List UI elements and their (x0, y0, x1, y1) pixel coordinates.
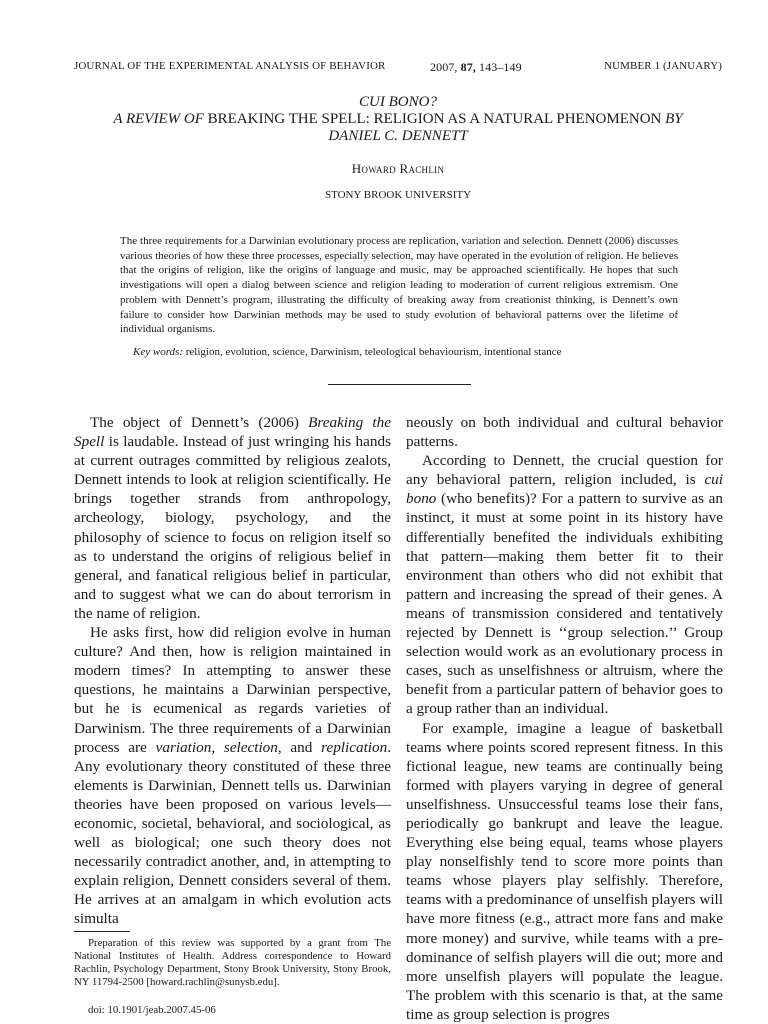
footnote (74, 937, 391, 989)
paragraph-2 (74, 623, 391, 929)
title-line-1: CUI BONO? (359, 94, 437, 110)
body-column-left (74, 413, 391, 929)
volume: 87, (460, 60, 476, 74)
paragraph-3 (406, 451, 723, 718)
p1-book-title: Breaking the Spell (74, 414, 391, 451)
article-title (74, 94, 722, 145)
p1-text-c: is laudable. Instead of just wringing his hands at current outrages committed by religious zealots, Dennett intends to look at religion scientifically. He brings together strands from anthropology, archeology, biology, psychology, and the philosophy of science to focus on religion itself so as to understand the origins of religious belief in general, and fanatical religious belief in particular, and to suggest what we can do about terrorism in the name of religion. (74, 433, 391, 622)
keywords-label: Key words: (133, 346, 184, 358)
author-affiliation: STONY BROOK UNIVERSITY (324, 189, 472, 201)
p2-term-variation: variation (155, 738, 212, 756)
p2-text-a: He asks first, how did religion evolve in human culture? And then, how is religion maintained in modern times? In attempting to answer these questions, he maintains a Darwinian perspective, but he is ecumenical as regards varieties of Darwinism. The three requirements of a Darwinian process are (74, 624, 391, 756)
p1-text-a: The object of Dennett’s (2006) (90, 414, 309, 431)
author-name: Howard Rachlin (351, 161, 445, 176)
doi: doi: 10.1901/jeab.2007.45-06 (88, 1004, 216, 1016)
journal-name: JOURNAL OF THE EXPERIMENTAL ANALYSIS OF BEHAVIOR (74, 60, 386, 72)
paragraph-1 (74, 413, 391, 623)
p3-text-c: (who benefits)? For a pattern to survive as an instinct, it must at some point in its history have differentially benefited the individuals exhibiting that pattern—making them better fit to their environment than others who did not exhibit that pattern and increasing the spread of their genes. A means of transmission considered and tentatively rejected by Dennett is ‘‘group selection.’’ Group selection would work as an evolutionary process in cases, such as unselfishness or altruism, where the benefit from a particular pattern of behavior goes to a group rather than an individual. (406, 490, 723, 718)
title-line-3: DANIEL C. DENNETT (328, 128, 468, 144)
p3-term-cui-bono: cui bono (406, 471, 723, 508)
p2-term-replication: replication (321, 738, 388, 756)
page-range: 143–149 (479, 60, 522, 74)
abstract: The three requirements for a Darwinian evolutionary process are replication, variation and selection. Dennett (2006) discusses various theories of how these three processes, especially selection, may have operated in the evolution of religion. He believes that the origins of religion, like the origins of language and music, may be approached scientifically. He hopes that such investigations will open a dialog between science and religion leading to moderation of current religious extremism. One problem with Dennett’s program, illustrating the difficulty of breaking away from creationist thinking, is Dennett’s own failure to consider how Darwinian methods may be used to study evolution of behavioral patterns over the lifetime of individual organisms. (120, 235, 678, 336)
keywords (133, 345, 678, 359)
year: 2007, (430, 60, 458, 74)
footnote-text: Preparation of this review was supported by a grant from The National Institutes of Health. Address correspondence to Howard Rachlin, Psychology Department, Stony Brook University, Stony Brook, NY 11794-2500 [howard.rachlin@sunysb.edu]. (74, 937, 391, 988)
footnote-divider (74, 931, 130, 932)
title-review-of: A REVIEW OF (113, 111, 204, 127)
p3-text-a: According to Dennett, the crucial question for any behavioral pattern, religion included, is (406, 452, 723, 489)
keywords-text: religion, evolution, science, Darwinism, teleological behaviourism, intentional stance (183, 346, 562, 358)
p2-text-g: . Any evolutionary theory constituted of these three elements is Darwinian, Dennett tells us. Darwinian theories have been proposed on various levels—economic, societal, behavioral, and sociological, as well as biological; one such theory does not necessarily contradict another, and, in attempting to explain religion, Dennett considers several of them. He arrives at an amalgam in which evolution acts simulta (74, 738, 392, 928)
title-by: BY (665, 111, 683, 127)
p2-term-selection: selection (223, 738, 278, 756)
running-head (74, 60, 722, 76)
title-book-name: BREAKING THE SPELL: RELIGION AS A NATURAL PHENOMENON (203, 111, 666, 127)
p2-comma-1: , (211, 738, 224, 756)
volume-info (430, 60, 522, 75)
section-divider (328, 384, 471, 385)
paragraph-4: For example, imagine a league of basketball teams where points scored represent fitness. In this fictional league, new teams are continually being formed with players varying in degree of general unselfishness. Unsuccessful teams lose their fans, periodically go bankrupt and leave the league. Everything else being equal, teams whose players play nonselfishly tend to score more points than teams whose players play selfishly. Therefore, teams with a predominance of unselfish players will have more fitness (e.g., attract more fans and make more money) and survive, while teams with a predominance of selfish players will die out; more and more unselfish players will populate the league. The problem with this scenario is that, at the same time as group selection is progres (406, 719, 723, 1023)
p2-and: , and (277, 738, 322, 756)
issue-number: NUMBER 1 (JANUARY) (604, 60, 722, 72)
paragraph-2-continued: neously on both individual and cultural behavior patterns. (406, 414, 723, 451)
body-column-right (406, 413, 723, 1024)
title-line-2 (74, 111, 722, 128)
